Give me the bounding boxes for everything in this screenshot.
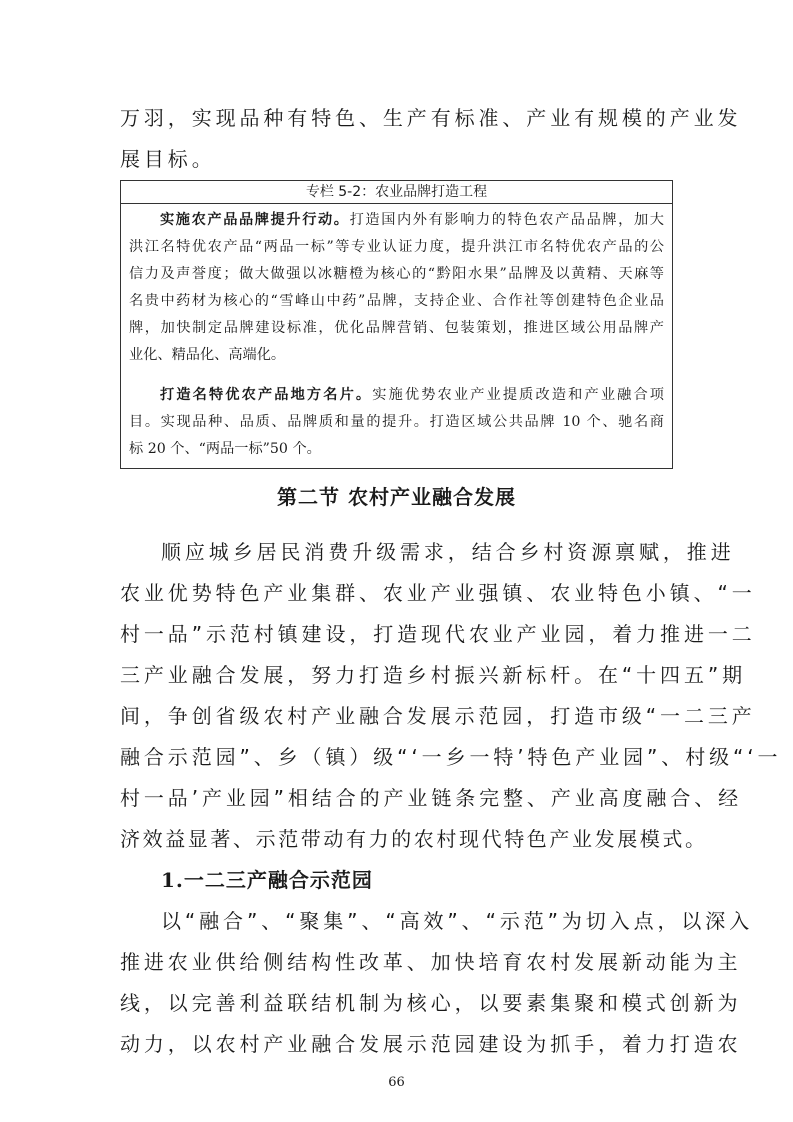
column-item-1-line-1: [160, 210, 664, 230]
column-item-2-line-1: [160, 385, 664, 405]
column-item-1-line-3: 信力及声誉度；做大做强以冰糖橙为核心的“黔阳水果”品牌及以黄精、天麻等: [129, 266, 664, 282]
section-paragraph-line: 农业优势特色产业集群、农业产业强镇、农业特色小镇、“一: [120, 581, 756, 605]
section-title: 第二节 农村产业融合发展: [277, 485, 516, 509]
section-paragraph-line: 间，争创省级农村产业融合发展示范园，打造市级“一二三产: [120, 704, 756, 728]
section-paragraph-line: 济效益显著、示范带动有力的农村现代特色产业发展模式。: [120, 827, 708, 851]
column-item-1-line-5: 牌，加快制定品牌建设标准，优化品牌营销、包装策划，推进区域公用品牌产: [129, 320, 664, 336]
column-item-1-line-2: 洪江名特优农产品“两品一标”等专业认证力度，提升洪江市名特优农产品的公: [129, 239, 664, 255]
column-item-2-first-line-rest: 实施优势农业产业提质改造和产业融合项: [372, 387, 664, 403]
column-item-1-first-line-rest: 打造国内外有影响力的特色农产品品牌，加大: [349, 212, 664, 228]
subsection-paragraph-line: 线，以完善利益联结机制为核心，以要素集聚和模式创新为: [120, 991, 742, 1015]
column-item-1-heading: 实施农产品品牌提升行动。: [160, 212, 350, 228]
page-number: 66: [388, 1075, 405, 1090]
column-item-1-line-4: 名贵中药材为核心的“雪峰山中药”品牌，支持企业、合作社等创建特色企业品: [129, 293, 664, 309]
section-paragraph-line: 三产业融合发展，努力打造乡村振兴新标杆。在“十四五”期: [120, 663, 747, 687]
subsection-paragraph-line: 动力，以农村产业融合发展示范园建设为抓手，着力打造农: [120, 1032, 742, 1056]
section-paragraph-line: 村一品”示范村镇建设，打造现代农业产业园，着力推进一二: [120, 622, 756, 646]
column-box: [120, 180, 673, 469]
intro-line-2: 展目标。: [120, 147, 216, 171]
column-item-2-line-2: 目。实现品种、品质、品牌质和量的提升。打造区域公共品牌 10 个、驰名商: [129, 414, 664, 430]
section-paragraph-line: 村一品’产业园”相结合的产业链条完整、产业高度融合、经: [120, 786, 743, 810]
subsection-paragraph-line: 以“融合”、“聚集”、“高效”、“示范”为切入点，以深入: [161, 909, 754, 933]
section-paragraph-line: 顺应城乡居民消费升级需求，结合乡村资源禀赋，推进: [161, 540, 735, 564]
column-item-2-heading: 打造名特优农产品地方名片。: [160, 387, 373, 403]
intro-line-1: 万羽，实现品种有特色、生产有标准、产业有规模的产业发: [120, 106, 742, 130]
column-item-2-line-3: 标 20 个、“两品一标”50 个。: [129, 441, 321, 457]
subsection-paragraph-line: 推进农业供给侧结构性改革、加快培育农村发展新动能为主: [120, 950, 742, 974]
section-paragraph-line: 融合示范园”、乡（镇）级“‘一乡一特’特色产业园”、村级“‘一: [120, 745, 782, 769]
column-box-title: 专栏 5-2：农业品牌打造工程: [121, 181, 672, 204]
subsection-title: 1.一二三产融合示范园: [161, 868, 373, 892]
column-item-1-line-6: 业化、精品化、高端化。: [129, 347, 286, 363]
